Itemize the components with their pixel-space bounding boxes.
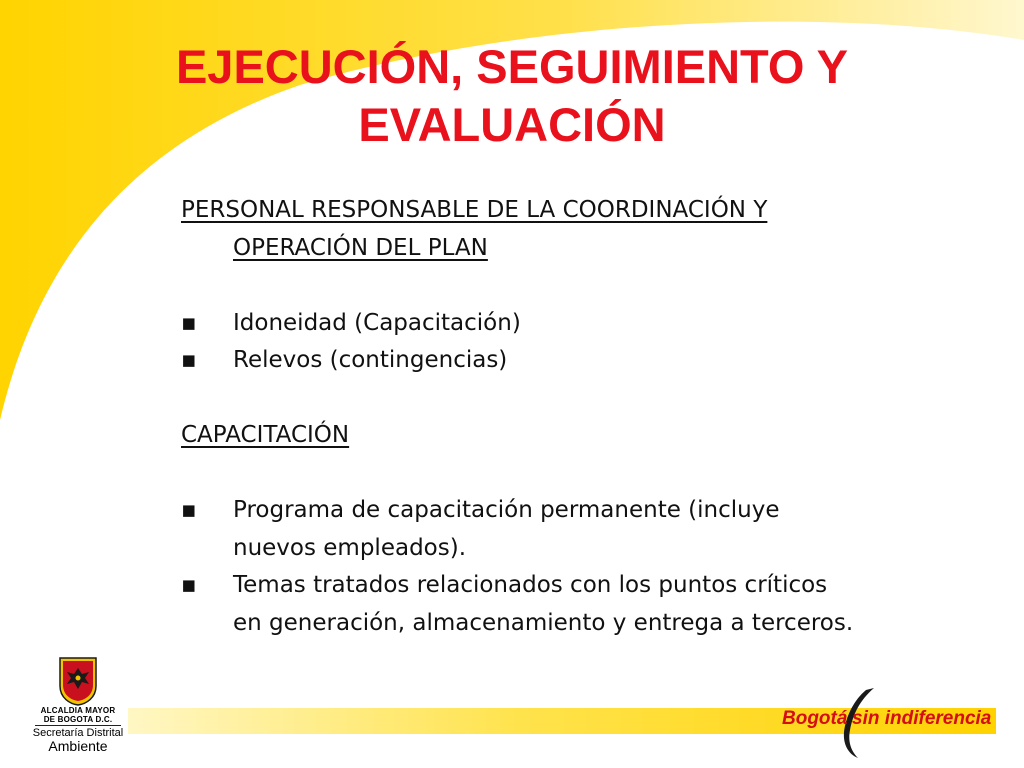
title-line-2: EVALUACIÓN bbox=[358, 98, 666, 151]
bullet-text-line-2: nuevos empleados). bbox=[233, 534, 467, 561]
bullet-icon: ▪ bbox=[181, 572, 197, 598]
bullet-item-programa bbox=[181, 492, 971, 567]
bullet-text-line-2: en generación, almacenamiento y entrega a terceros. bbox=[233, 609, 854, 636]
bullet-text: Relevos (contingencias) bbox=[233, 347, 508, 373]
bullet-item-relevos bbox=[181, 342, 971, 380]
bullet-text: Idoneidad (Capacitación) bbox=[233, 309, 521, 336]
bullet-icon: ▪ bbox=[181, 347, 197, 373]
logo-divider bbox=[35, 725, 121, 726]
heading-line-2: OPERACIÓN DEL PLAN bbox=[233, 234, 488, 261]
slide-body bbox=[181, 192, 971, 642]
logo-text-line-4: Ambiente bbox=[48, 738, 108, 754]
title-line-1: EJECUCIÓN, SEGUIMIENTO Y bbox=[175, 40, 849, 93]
section-heading-capacitacion: CAPACITACIÓN bbox=[181, 422, 350, 448]
bullet-text-line-1: Temas tratados relacionados con los puntos críticos bbox=[233, 572, 828, 598]
bullet-icon: ▪ bbox=[181, 497, 197, 523]
alcaldia-logo bbox=[30, 656, 126, 764]
slogan-word-bogota: Bogotá bbox=[782, 708, 848, 729]
bullet-item-temas bbox=[181, 567, 971, 642]
slogan-word-sin-indiferencia: sin indiferencia bbox=[852, 708, 992, 729]
slide-title bbox=[60, 38, 964, 154]
logo-text-line-3: Secretaría Distrital bbox=[32, 727, 124, 739]
bullet-item-idoneidad bbox=[181, 305, 971, 343]
coat-of-arms-icon bbox=[58, 656, 98, 706]
section-heading-personal bbox=[181, 192, 971, 267]
bullet-text-line-1: Programa de capacitación permanente (incluye bbox=[233, 497, 780, 523]
logo-text-line-2: DE BOGOTA D.C. bbox=[43, 715, 113, 724]
bullet-icon: ▪ bbox=[181, 309, 197, 336]
logo-text-line-1: ALCALDIA MAYOR bbox=[40, 706, 116, 715]
heading-line-1: PERSONAL RESPONSABLE DE LA COORDINACIÓN Y bbox=[181, 197, 768, 223]
